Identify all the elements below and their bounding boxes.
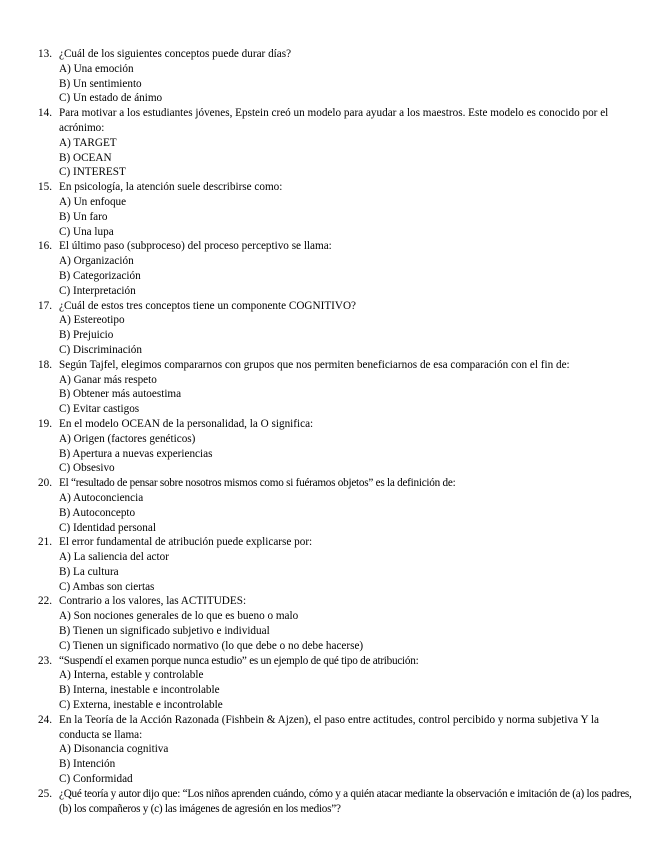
question-15 [38,180,634,239]
option-c: C) Tienen un significado normativo (lo que debe o no debe hacerse) [59,639,364,652]
question-number: 17. [38,299,52,312]
question-text: ¿Cuál de los siguientes conceptos puede durar días? [59,48,292,60]
question-number: 13. [38,48,52,60]
option-c: C) Interpretación [59,284,136,297]
option-a: A) Interna, estable y controlable [59,669,204,682]
question-17 [38,299,634,358]
question-14 [38,106,634,180]
question-21 [38,535,634,594]
option-a: A) Autoconciencia [59,491,144,504]
option-b: B) Un faro [59,210,108,223]
option-b: B) Obtener más autoestima [59,388,182,401]
question-16 [38,239,634,298]
option-c: C) Discriminación [59,343,142,356]
question-number: 15. [38,181,52,194]
option-a: A) Origen (factores genéticos) [59,432,196,445]
question-list [38,47,634,816]
question-number: 14. [38,107,52,120]
option-a: A) Un enfoque [59,195,127,208]
question-18 [38,358,634,417]
question-text: El último paso (subproceso) del proceso perceptivo se llama: [59,240,332,253]
option-a: A) Disonancia cognitiva [59,743,169,756]
question-text: En psicología, la atención suele describirse como: [59,181,283,194]
option-a: A) Estereotipo [59,314,125,327]
option-a: A) Una emoción [59,62,134,75]
option-c: C) Una lupa [59,225,114,238]
question-number: 21. [38,536,52,549]
question-number: 19. [38,417,52,430]
option-c: C) Obsesivo [59,462,115,475]
option-b: B) Categorización [59,269,141,282]
question-24 [38,713,634,787]
question-number: 24. [38,713,52,726]
question-number: 16. [38,240,52,253]
question-19 [38,417,634,476]
option-a: A) Son nociones generales de lo que es bueno o malo [59,610,299,623]
question-text: El error fundamental de atribución puede explicarse por: [59,536,313,549]
option-b: B) Intención [59,758,116,771]
option-b: B) Interna, inestable e incontrolable [59,684,220,697]
question-number: 25. [38,787,52,800]
option-c: C) Evitar castigos [59,403,140,416]
option-a: A) Organización [59,255,134,268]
option-a: A) TARGET [59,136,117,149]
question-text: El “resultado de pensar sobre nosotros mismos como si fuéramos objetos” es la definición de: [59,477,456,490]
option-b: B) Autoconcepto [59,506,136,519]
question-number: 20. [38,477,52,490]
option-b: B) La cultura [59,565,119,578]
question-text: Según Tajfel, elegimos compararnos con grupos que nos permiten beneficiarnos de esa comparación con el fin de: [59,358,570,371]
option-b: B) OCEAN [59,151,112,164]
option-a: A) La saliencia del actor [59,551,169,564]
option-c: C) Conformidad [59,773,133,786]
option-c: C) INTEREST [59,166,126,179]
option-a: A) Ganar más respeto [59,373,157,386]
question-text: “Suspendí el examen porque nunca estudio” es un ejemplo de qué tipo de atribución: [59,654,419,667]
question-22 [38,594,634,653]
option-c: C) Ambas son ciertas [59,580,155,593]
question-number: 18. [38,358,52,371]
option-c: C) Externa, inestable e incontrolable [59,699,223,712]
question-text: ¿Qué teoría y autor dijo que: “Los niños aprenden cuándo, cómo y a quién atacar mediante la observación e imitación de (a) los padres, (b) los compañeros y (c) las imágenes de agresión en los medios”? [59,787,632,815]
option-c: C) Identidad personal [59,521,156,534]
question-number: 22. [38,595,52,608]
question-13 [38,47,634,106]
option-b: B) Prejuicio [59,329,114,342]
question-text: ¿Cuál de estos tres conceptos tiene un componente COGNITIVO? [59,299,357,312]
option-c: C) Un estado de ánimo [59,92,163,105]
question-25 [38,787,634,817]
option-b: B) Tienen un significado subjetivo e individual [59,625,270,638]
question-20 [38,476,634,535]
question-text: Para motivar a los estudiantes jóvenes, Epstein creó un modelo para ayudar a los maestros. Este modelo es conocido por el acrónimo: [59,107,609,134]
question-text: En el modelo OCEAN de la personalidad, la O significa: [59,417,314,430]
question-text: Contrario a los valores, las ACTITUDES: [59,595,247,608]
question-23 [38,654,634,713]
option-b: B) Apertura a nuevas experiencias [59,447,213,460]
option-b: B) Un sentimiento [59,77,142,90]
question-text: En la Teoría de la Acción Razonada (Fishbein & Ajzen), el paso entre actitudes, control percibido y norma subjetiva Y la conducta se llama: [59,713,599,741]
question-number: 23. [38,654,52,667]
